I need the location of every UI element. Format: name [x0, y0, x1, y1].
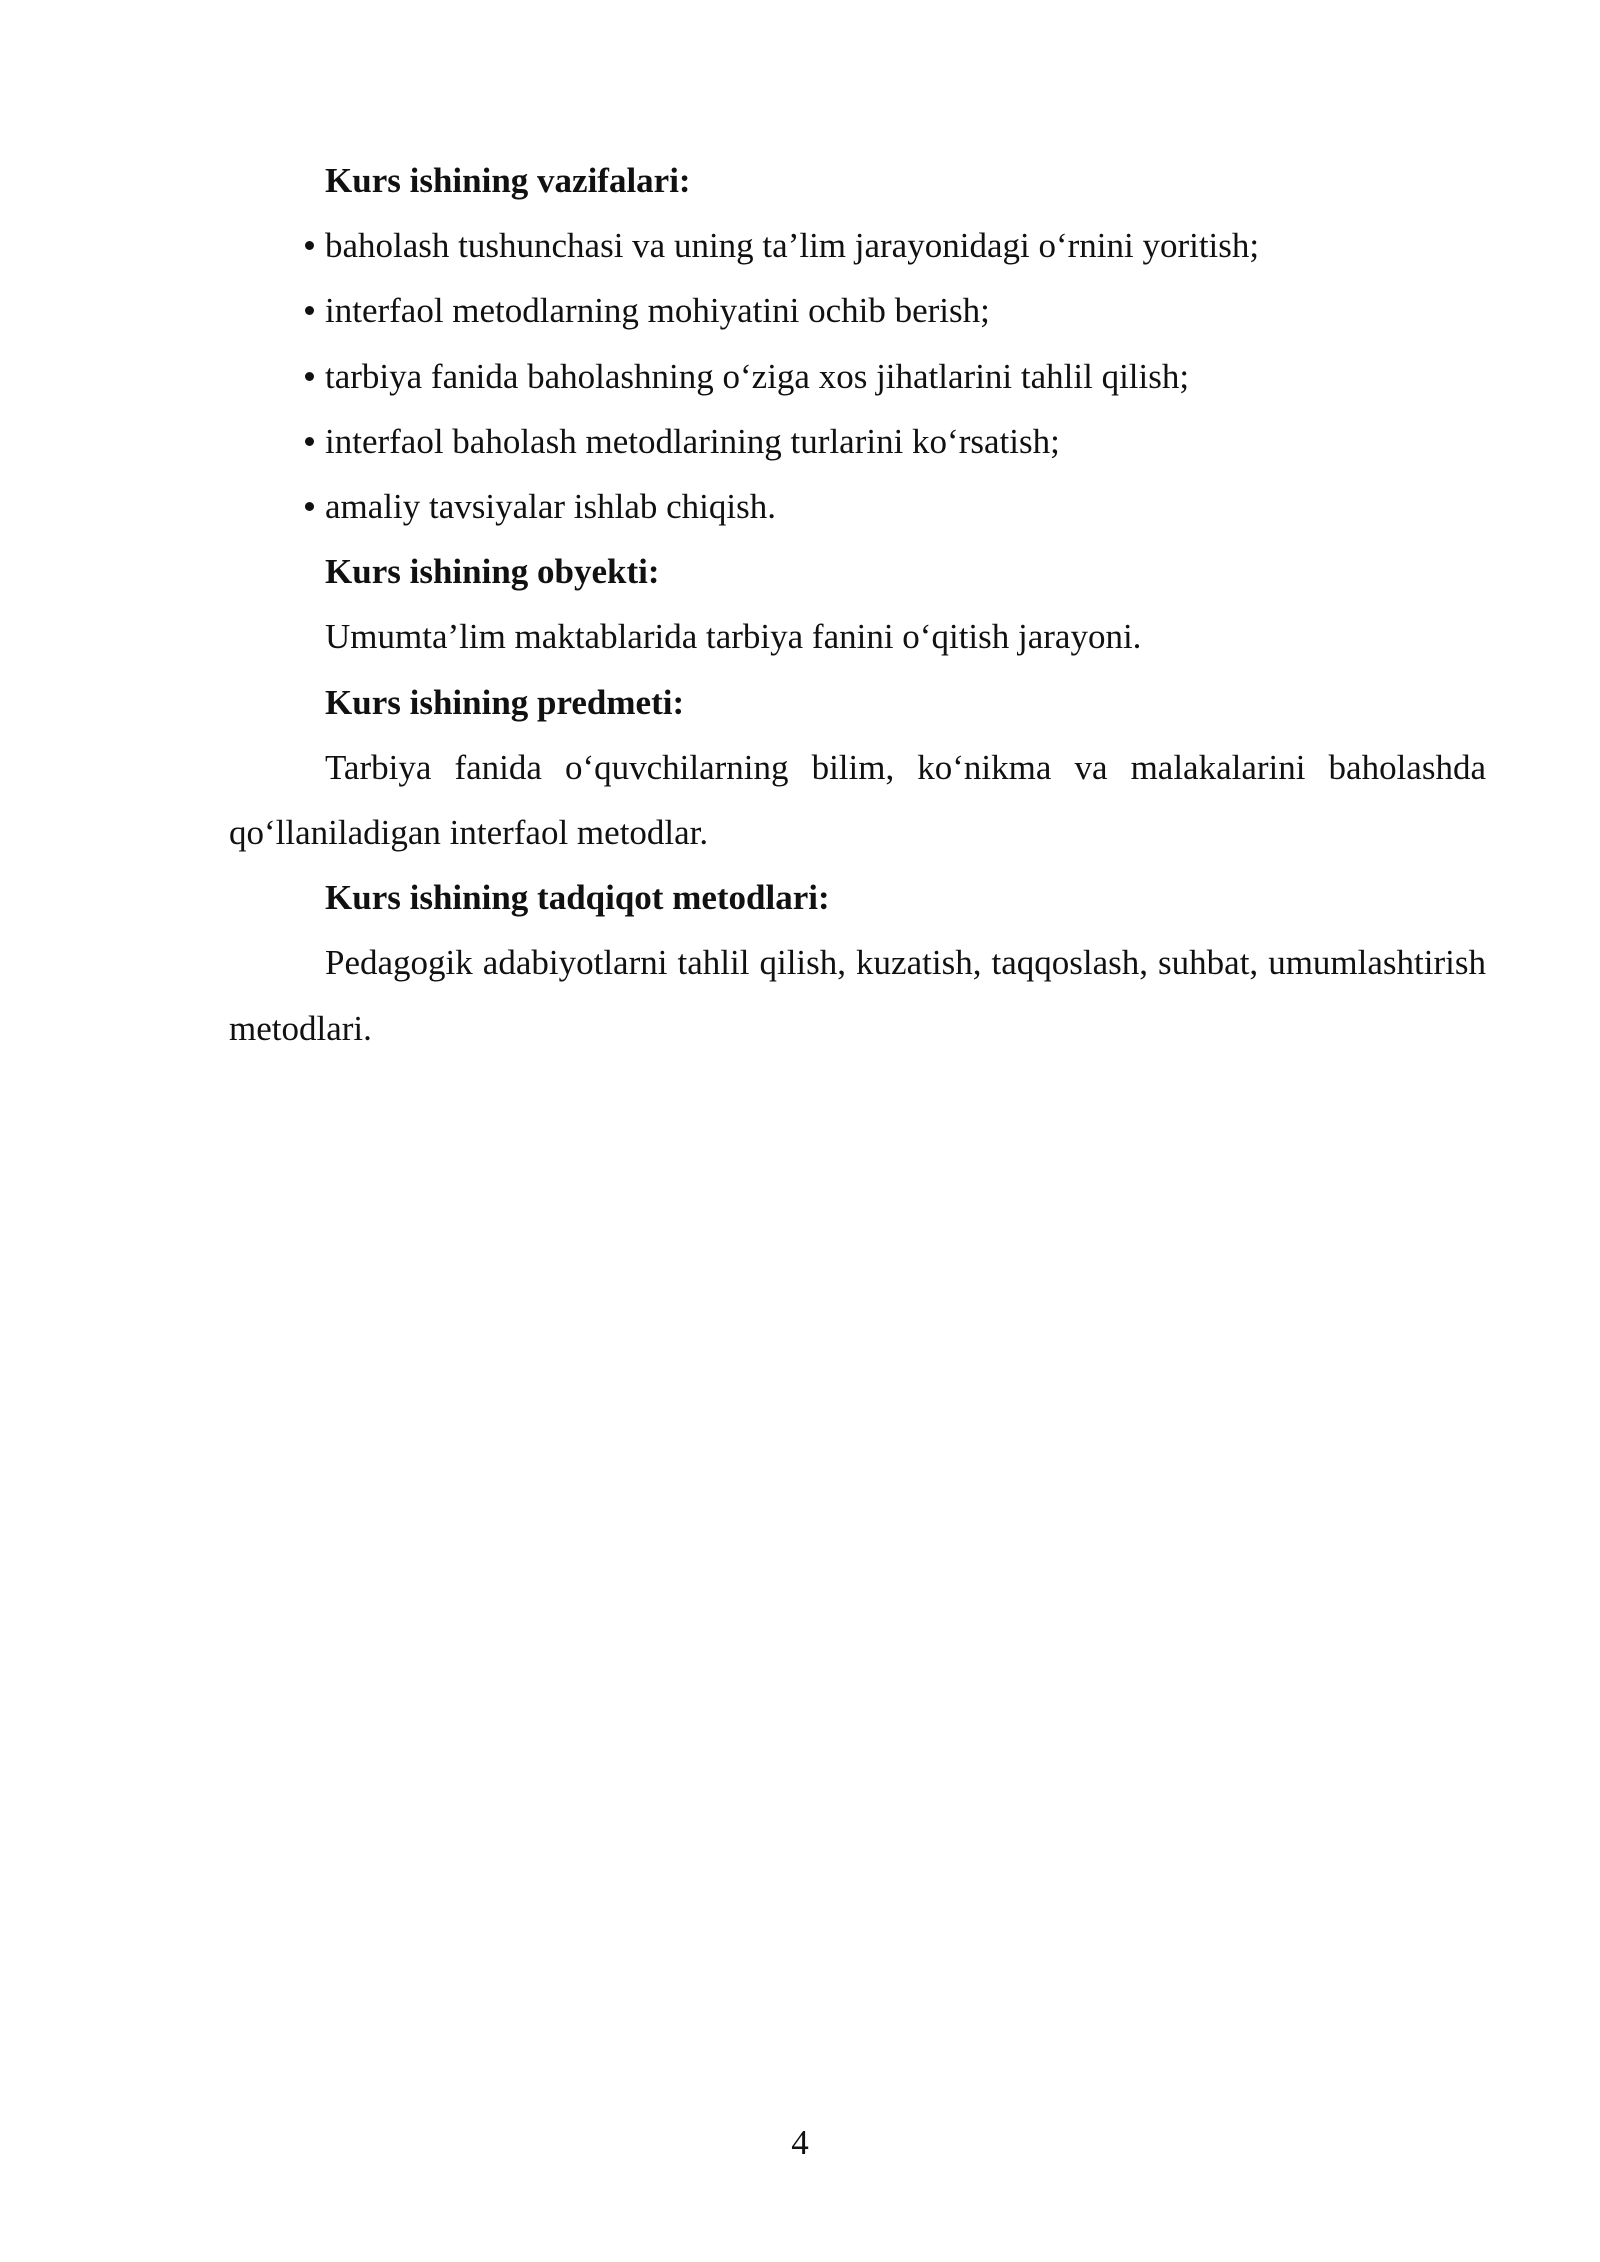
list-item [229, 213, 1486, 278]
bullet-icon [305, 437, 314, 446]
list-item [229, 409, 1486, 474]
bullet-icon [305, 502, 314, 511]
list-item-text: amaliy tavsiyalar ishlab chiqish. [325, 487, 777, 527]
section-heading-tasks: Kurs ishining vazifalari: [325, 161, 691, 200]
bullet-icon [305, 306, 314, 315]
list-item-text: interfaol metodlarning mohiyatini ochib berish; [325, 291, 990, 331]
object-text: Umumta’lim maktablarida tarbiya fanini o‘qitish jarayoni. [325, 617, 1142, 657]
list-item-text: interfaol baholash metodlarining turlarini ko‘rsatish; [325, 421, 1060, 461]
section-heading-subject: Kurs ishining predmeti: [325, 682, 685, 722]
list-item [229, 344, 1486, 409]
list-item-text: tarbiya fanida baholashning o‘ziga xos jihatlarini tahlil qilish; [325, 356, 1190, 396]
list-item-text: baholash tushunchasi va uning ta’lim jarayonidagi o‘rnini yoritish; [325, 226, 1260, 266]
bullet-icon [305, 241, 314, 250]
page-content [229, 148, 1486, 1061]
subject-text: Tarbiya fanida o‘quvchilarning bilim, ko‘nikma va malakalarini baholashda qo‘llaniladigan interfaol metodlar. [229, 747, 1486, 853]
section-heading-object: Kurs ishining obyekti: [325, 552, 660, 592]
page-number: 4 [791, 2123, 809, 2162]
tasks-list [229, 213, 1486, 539]
bullet-icon [305, 372, 314, 381]
list-item [229, 474, 1486, 539]
methods-text: Pedagogik adabiyotlarni tahlil qilish, kuzatish, taqqoslash, suhbat, umumlashtirish metodlari. [229, 943, 1486, 1048]
list-item [229, 278, 1486, 343]
section-heading-methods: Kurs ishining tadqiqot metodlari: [325, 878, 830, 918]
